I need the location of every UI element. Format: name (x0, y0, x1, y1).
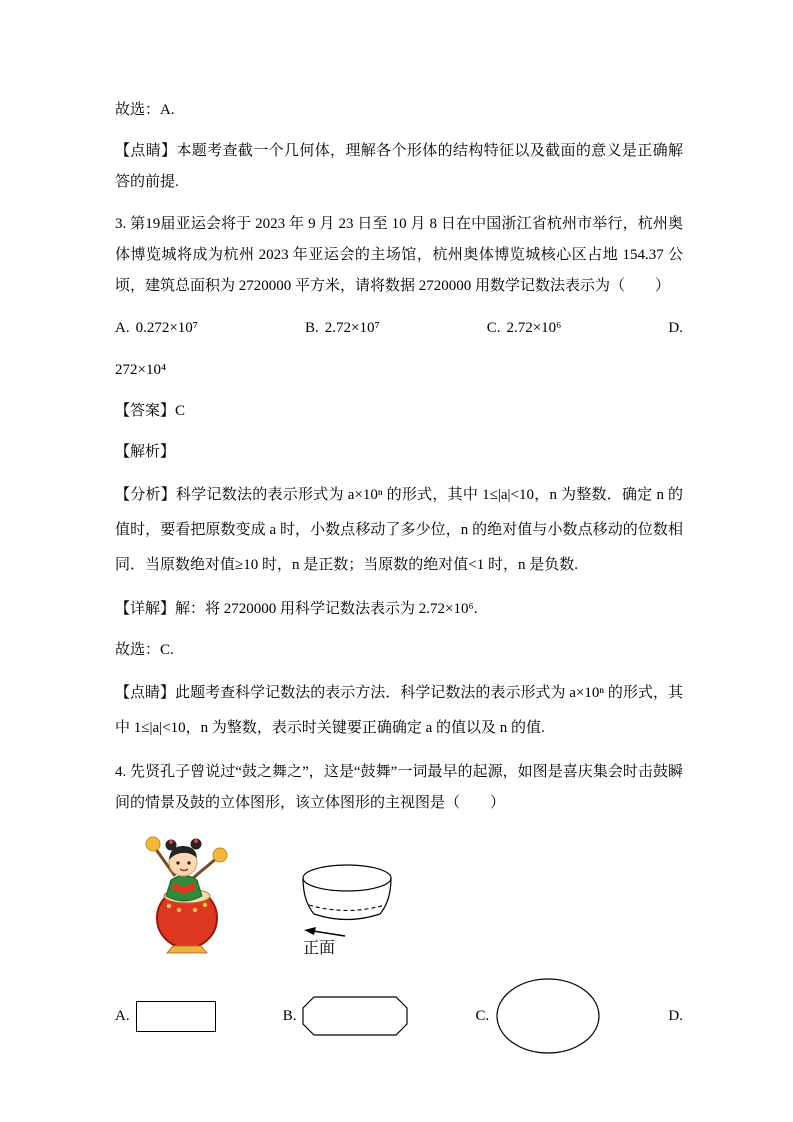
q4-stem: 4. 先贤孔子曾说过“鼓之舞之”，这是“鼓舞”一词最早的起源，如图是喜庆集会时击鼓瞬间的情景及鼓的立体图形，该立体图形的主视图是（ ） (115, 764, 683, 811)
q4-option-c-label: C. (475, 1008, 490, 1024)
q3-detail: 【详解】解：将 2720000 用科学记数法表示为 2.72×10⁶. (115, 601, 478, 617)
q3-option-c (487, 313, 562, 343)
ellipse-shape (495, 977, 601, 1055)
q2-answer-line: 故选：A. (115, 102, 175, 118)
q4-option-d (668, 1001, 683, 1031)
q3-option-d-value: 272×10⁴ (115, 362, 167, 378)
q3-analysis: 【分析】科学记数法的表示形式为 a×10ⁿ 的形式，其中 1≤|a|<10，n 为整数．确定 n 的值时，要看把原数变成 a 时，小数点移动了多少位，n 的绝对值与小数点移动的位数相同．当原数绝对值≥10 时，n 是正数；当原数的绝对值<1 时，n 是负数. (115, 487, 683, 573)
drum-cylinder-block (299, 863, 395, 959)
q3-option-c-value: 2.72×10⁶ (506, 320, 562, 336)
drum-cylinder-figure (299, 863, 395, 925)
q3-stem: 3. 第19届亚运会将于 2023 年 9 月 23 日至 10 月 8 日在中国浙江省杭州市举行，杭州奥体博览城将成为杭州 2023 年亚运会的主场馆，杭州奥体博览城核心区占地 154.37 公顷，建筑总面积为 2720000 平方米，请将数据 2720000 用数学记数法表示为（ ） (115, 216, 683, 294)
q3-option-d (668, 313, 683, 343)
front-view-indicator (303, 927, 363, 959)
q3-option-c-label: C. (486, 320, 501, 336)
q4-option-b-label: B. (282, 1008, 297, 1024)
q3-option-b-value: 2.72×10⁷ (324, 320, 380, 336)
q3-option-d-label: D. (668, 320, 683, 336)
q3-option-a (115, 313, 198, 343)
rectangle-shape (136, 1001, 216, 1032)
q3-option-b-label: B. (305, 320, 319, 336)
front-view-label: 正面 (303, 940, 336, 957)
octagon-shape (302, 996, 408, 1036)
q4-options-row (115, 975, 683, 1057)
q4-option-b (283, 996, 409, 1036)
q4-option-a (115, 1001, 216, 1032)
q3-conclusion: 故选：C. (115, 642, 174, 658)
q2-note: 【点睛】本题考查截一个几何体，理解各个形体的结构特征以及截面的意义是正确解答的前提. (115, 143, 683, 190)
q3-note: 【点睛】此题考查科学记数法的表示方法．科学记数法的表示形式为 a×10ⁿ 的形式，其中 1≤|a|<10，n 为整数，表示时关键要正确确定 a 的值以及 n 的值. (115, 685, 683, 736)
q4-figures (129, 830, 683, 959)
front-direction-arrow-icon (303, 927, 347, 939)
q3-option-a-value: 0.272×10⁷ (135, 320, 199, 336)
q3-option-a-label: A. (115, 320, 130, 336)
q4-option-a-label: A. (115, 1008, 130, 1024)
q3-answer: 【答案】C (115, 403, 186, 419)
q4-option-d-label: D. (668, 1008, 683, 1024)
q3-option-b (305, 313, 380, 343)
q3-analysis-header: 【解析】 (115, 444, 176, 460)
drummer-illustration (129, 830, 241, 954)
q3-options-row (115, 313, 683, 343)
q4-option-c (476, 977, 602, 1055)
